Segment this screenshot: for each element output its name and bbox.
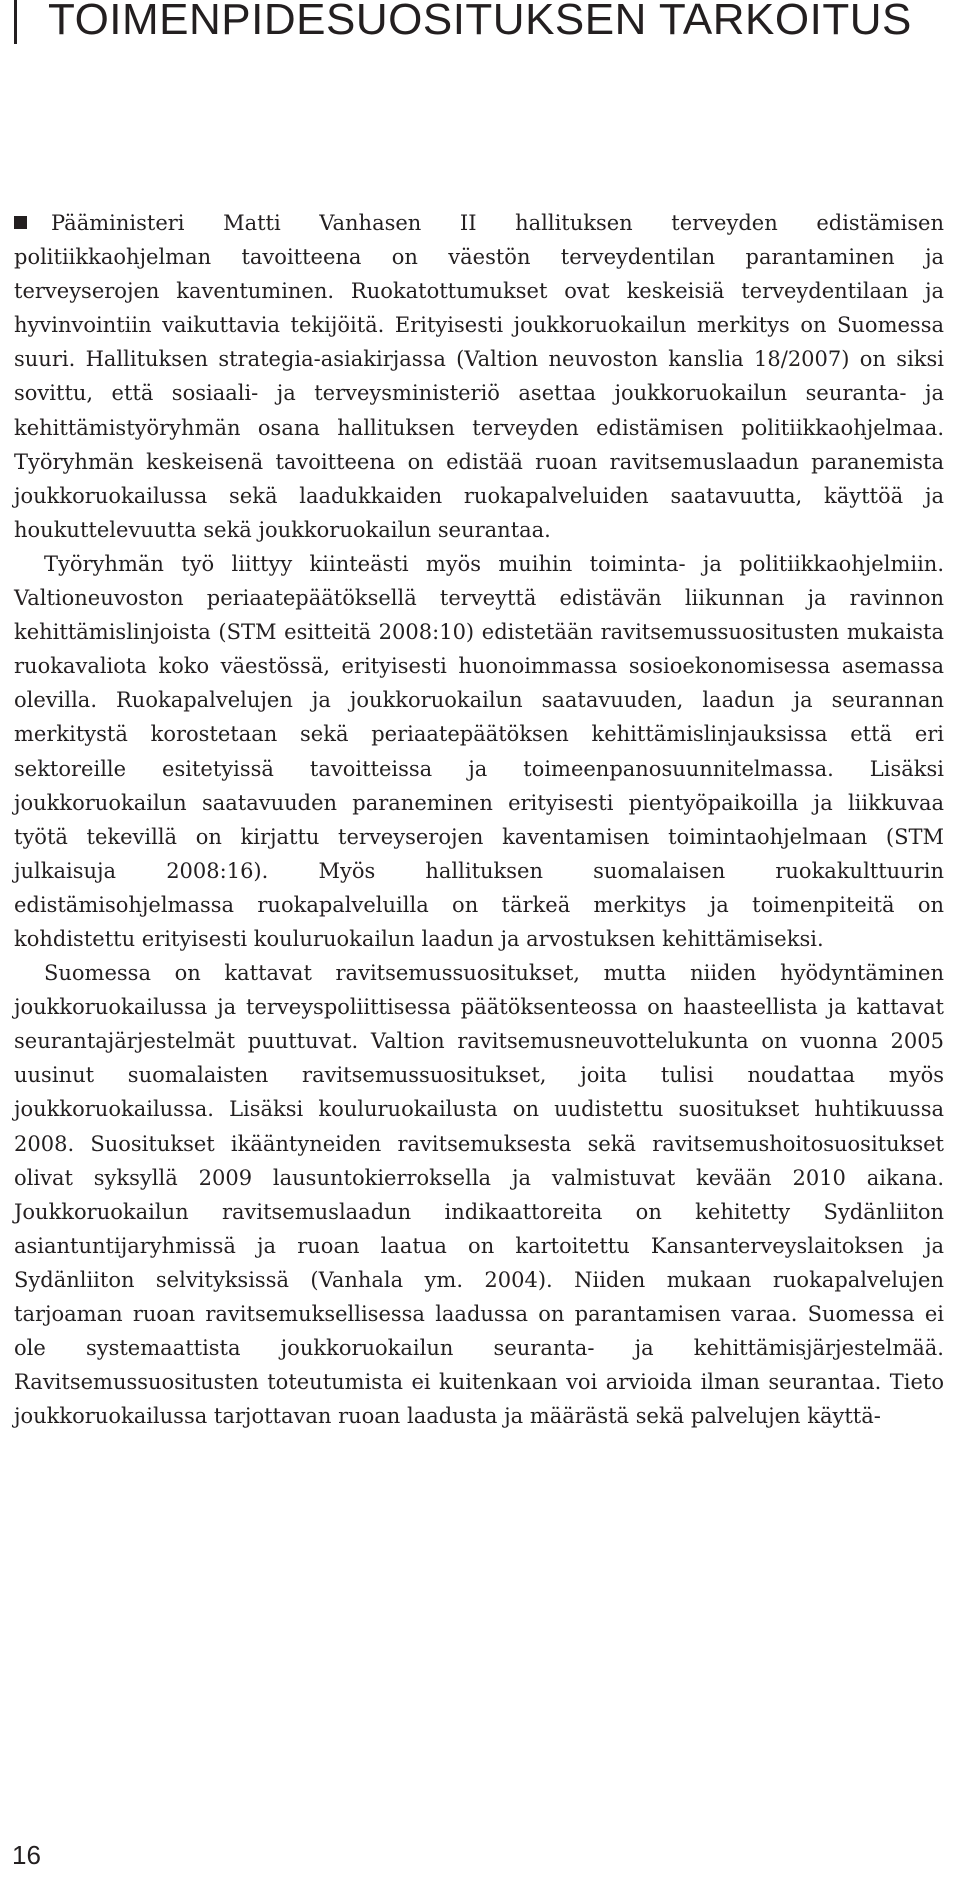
page-number: 16 [12, 1840, 41, 1870]
paragraph-3: Suomessa on kattavat ravitsemussuositukset, mutta niiden hyödyntäminen joukkoruokailussa ja terveyspoliittisessa päätöksenteossa on haasteellista ja kattavat seurantajärjestelmät puuttuvat. Valtion ravitsemusneuvottelukunta on vuonna 2005 uusinut suomalaisten ravitsemussuositukset, joita tulisi noudattaa myös joukkoruokailussa. Lisäksi kouluruokailusta on uudistettu suositukset huhtikuussa 2008. Suositukset ikääntyneiden ravitsemuksesta sekä ravitsemushoitosuositukset olivat syksyllä 2009 lausuntokierroksella ja valmistuvat kevään 2010 aikana. Joukkoruokailun ravitsemuslaadun indikaattoreita on kehitetty Sydänliiton asiantuntijaryhmissä ja ruoan laatua on kartoitettu Kansanterveyslaitoksen ja Sydänliiton selvityksissä (Vanhala ym. 2004). Niiden mukaan ruokapalvelujen tarjoaman ruoan ravitsemuksellisessa laadussa on parantamisen varaa. Suomessa ei ole systemaattista joukkoruokailun seuranta- ja kehittämisjärjestelmää. Ravitsemussuositusten toteutumista ei kuitenkaan voi arvioida ilman seurantaa. Tieto joukkoruokailussa tarjottavan ruoan laadusta ja määrästä sekä palvelujen käyttä- [14, 961, 944, 1429]
chapter-title: TOIMENPIDESUOSITUKSEN TARKOITUS [48, 0, 912, 44]
paragraph-1 [14, 206, 944, 547]
body-text [14, 206, 944, 1433]
chapter-header [0, 0, 960, 60]
square-bullet-icon [14, 216, 27, 229]
chapter-divider-rule [14, 0, 17, 44]
paragraph-1-text: Pääministeri Matti Vanhasen II hallituksen terveyden edistämisen politiikkaohjelman tavoitteena on väestön terveydentilan parantaminen ja terveyserojen kaventuminen. Ruokatottumukset ovat keskeisiä terveydentilaan ja hyvinvointiin vaikuttavia tekijöitä. Erityisesti joukkoruokailun merkitys on Suomessa suuri. Hallituksen strategia-asiakirjassa (Valtion neuvoston kanslia 18/2007) on siksi sovittu, että sosiaali- ja terveysministeriö asettaa joukkoruokailun seuranta- ja kehittämistyöryhmän osana hallituksen terveyden edistämisen politiikkaohjelmaa. Työryhmän keskeisenä tavoitteena on edistää ruoan ravitsemuslaadun paranemista joukkoruokailussa sekä laadukkaiden ruokapalveluiden saatavuutta, käyttöä ja houkuttelevuutta sekä joukkoruokailun seurantaa. [14, 211, 944, 542]
paragraph-2: Työryhmän työ liittyy kiinteästi myös muihin toiminta- ja politiikkaohjelmiin. Valtioneuvoston periaatepäätöksellä terveyttä edistävän liikunnan ja ravinnon kehittämislinjoista (STM esitteitä 2008:10) edistetään ravitsemussuositusten mukaista ruokavaliota koko väestössä, erityisesti huonoimmassa sosioekonomisessa asemassa olevilla. Ruokapalvelujen ja joukkoruokailun saatavuuden, laadun ja seurannan merkitystä korostetaan sekä periaatepäätöksen kehittämislinjauksissa että eri sektoreille esitetyissä tavoitteissa ja toimeenpanosuunnitelmassa. Lisäksi joukkoruokailun saatavuuden paraneminen erityisesti pientyöpaikoilla ja liikkuvaa työtä tekevillä on kirjattu terveyserojen kaventamisen toimintaohjelmaan (STM julkaisuja 2008:16). Myös hallituksen suomalaisen ruokakulttuurin edistämisohjelmassa ruokapalveluilla on tärkeä merkitys ja toimenpiteitä on kohdistettu erityisesti kouluruokailun laadun ja arvostuksen kehittämiseksi. [14, 551, 944, 951]
